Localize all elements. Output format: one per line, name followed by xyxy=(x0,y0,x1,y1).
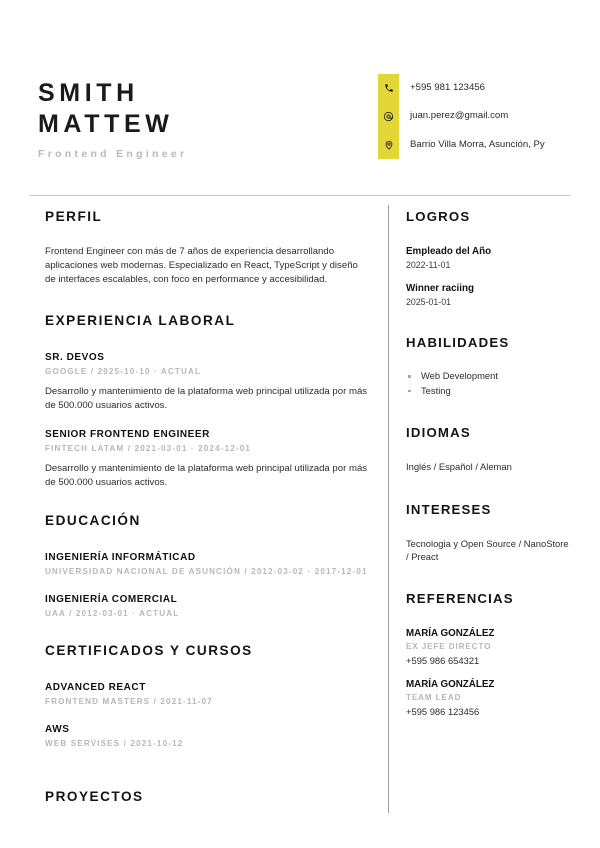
section-referencias xyxy=(406,590,572,718)
contact-item-email[interactable] xyxy=(378,102,545,130)
section-intereses xyxy=(406,501,572,564)
section-habilidades xyxy=(406,334,572,398)
achievement-item xyxy=(406,245,572,271)
contact-item-location[interactable] xyxy=(378,131,545,159)
section-proyectos xyxy=(45,788,371,806)
interests-text: Tecnologia y Open Source / NanoStore / Preact xyxy=(406,537,569,563)
education-item xyxy=(45,593,371,620)
experience-description: Desarrollo y mantenimiento de la plataforma web principal utilizada por más de 500.000 usuarios activos. xyxy=(45,385,368,411)
reference-phone: +595 986 123456 xyxy=(406,705,480,717)
last-name: MATTEW xyxy=(38,110,174,138)
certificate-meta: FRONTEND MASTERS / 2021-11-07 xyxy=(45,696,213,706)
experience-description: Desarrollo y mantenimiento de la plataforma web principal utilizada por más de 500.000 usuarios activos. xyxy=(45,462,368,488)
reference-item xyxy=(406,678,572,718)
contact-block xyxy=(378,74,545,159)
phone-icon xyxy=(378,83,399,93)
languages-text: Inglés / Español / Aleman xyxy=(406,461,512,472)
contact-list xyxy=(378,74,545,159)
experience-role: SR. DEVOS xyxy=(45,351,105,363)
achievement-date: 2025-01-01 xyxy=(406,297,451,307)
education-degree: INGENIERÍA COMERCIAL xyxy=(45,593,178,605)
skill-item: Testing xyxy=(406,384,572,399)
achievement-name: Winner raciing xyxy=(406,283,474,294)
resume-header xyxy=(0,0,600,196)
reference-name: MARÍA GONZÁLEZ xyxy=(406,627,495,639)
section-title-intereses: INTERESES xyxy=(406,501,492,517)
section-title-habilidades: HABILIDADES xyxy=(406,335,510,350)
phone-value: +595 981 123456 xyxy=(410,82,485,94)
education-degree: INGENIERÍA INFORMÁTICAD xyxy=(45,551,196,563)
experience-item xyxy=(45,428,371,490)
column-divider xyxy=(388,205,389,813)
section-title-logros: LOGROS xyxy=(406,209,471,224)
contact-item-phone[interactable] xyxy=(378,74,545,102)
education-meta: UAA / 2012-03-01 · ACTUAL xyxy=(45,608,180,618)
reference-item xyxy=(406,627,572,667)
experience-role: SENIOR FRONTEND ENGINEER xyxy=(45,428,210,440)
section-title-educacion: EDUCACIÓN xyxy=(45,512,141,528)
certificate-item xyxy=(45,681,371,708)
certificate-meta: WEB SERVISES / 2021-10-12 xyxy=(45,738,184,748)
section-title-certificados: CERTIFICADOS Y CURSOS xyxy=(45,642,253,658)
header-divider xyxy=(30,195,570,196)
section-idiomas xyxy=(406,424,572,474)
section-experiencia xyxy=(45,312,371,490)
email-icon xyxy=(378,111,399,122)
achievement-item xyxy=(406,282,572,308)
section-title-perfil: PERFIL xyxy=(45,209,103,224)
first-name: SMITH xyxy=(38,79,139,107)
reference-role: EX JEFE DIRECTO xyxy=(406,641,492,651)
perfil-text: Frontend Engineer con más de 7 años de experiencia desarrollando aplicaciones web modernas. Especializado en React, TypeScript y diseño de interfaces escalables, con foco en performance y accesibilidad. xyxy=(45,246,358,286)
education-meta: UNIVERSIDAD NACIONAL DE ASUNCIÓN / 2012-03-02 · 2017-12-01 xyxy=(45,566,368,576)
name-block xyxy=(38,78,187,161)
section-educacion xyxy=(45,512,371,620)
reference-phone: +595 986 654321 xyxy=(406,654,480,666)
location-value: Barrio Villa Morra, Asunción, Py xyxy=(410,138,545,150)
education-item xyxy=(45,551,371,578)
certificate-name: AWS xyxy=(45,723,70,735)
job-title: Frontend Engineer xyxy=(38,148,188,160)
skill-list xyxy=(406,369,572,398)
experience-meta: FINTECH LATAM / 2021-03-01 · 2024-12-01 xyxy=(45,443,252,453)
reference-name: MARÍA GONZÁLEZ xyxy=(406,678,495,690)
right-column xyxy=(406,208,572,718)
experience-item xyxy=(45,351,371,413)
location-pin-icon xyxy=(378,140,399,150)
section-title-experiencia: EXPERIENCIA LABORAL xyxy=(45,312,236,328)
section-title-idiomas: IDIOMAS xyxy=(406,425,471,440)
email-value: juan.perez@gmail.com xyxy=(410,110,509,122)
skill-item: Web Development xyxy=(406,369,572,384)
section-title-proyectos: PROYECTOS xyxy=(45,788,144,804)
section-title-referencias: REFERENCIAS xyxy=(406,590,514,606)
certificate-item xyxy=(45,723,371,750)
section-logros xyxy=(406,208,572,308)
section-perfil xyxy=(45,208,371,288)
experience-meta: GOOGLE / 2025-10-10 · ACTUAL xyxy=(45,366,202,376)
achievement-date: 2022-11-01 xyxy=(406,260,451,270)
reference-role: TEAM LEAD xyxy=(406,692,462,702)
section-certificados xyxy=(45,642,371,750)
left-column xyxy=(45,208,371,806)
certificate-name: ADVANCED REACT xyxy=(45,681,146,693)
achievement-name: Empleado del Año xyxy=(406,246,492,257)
